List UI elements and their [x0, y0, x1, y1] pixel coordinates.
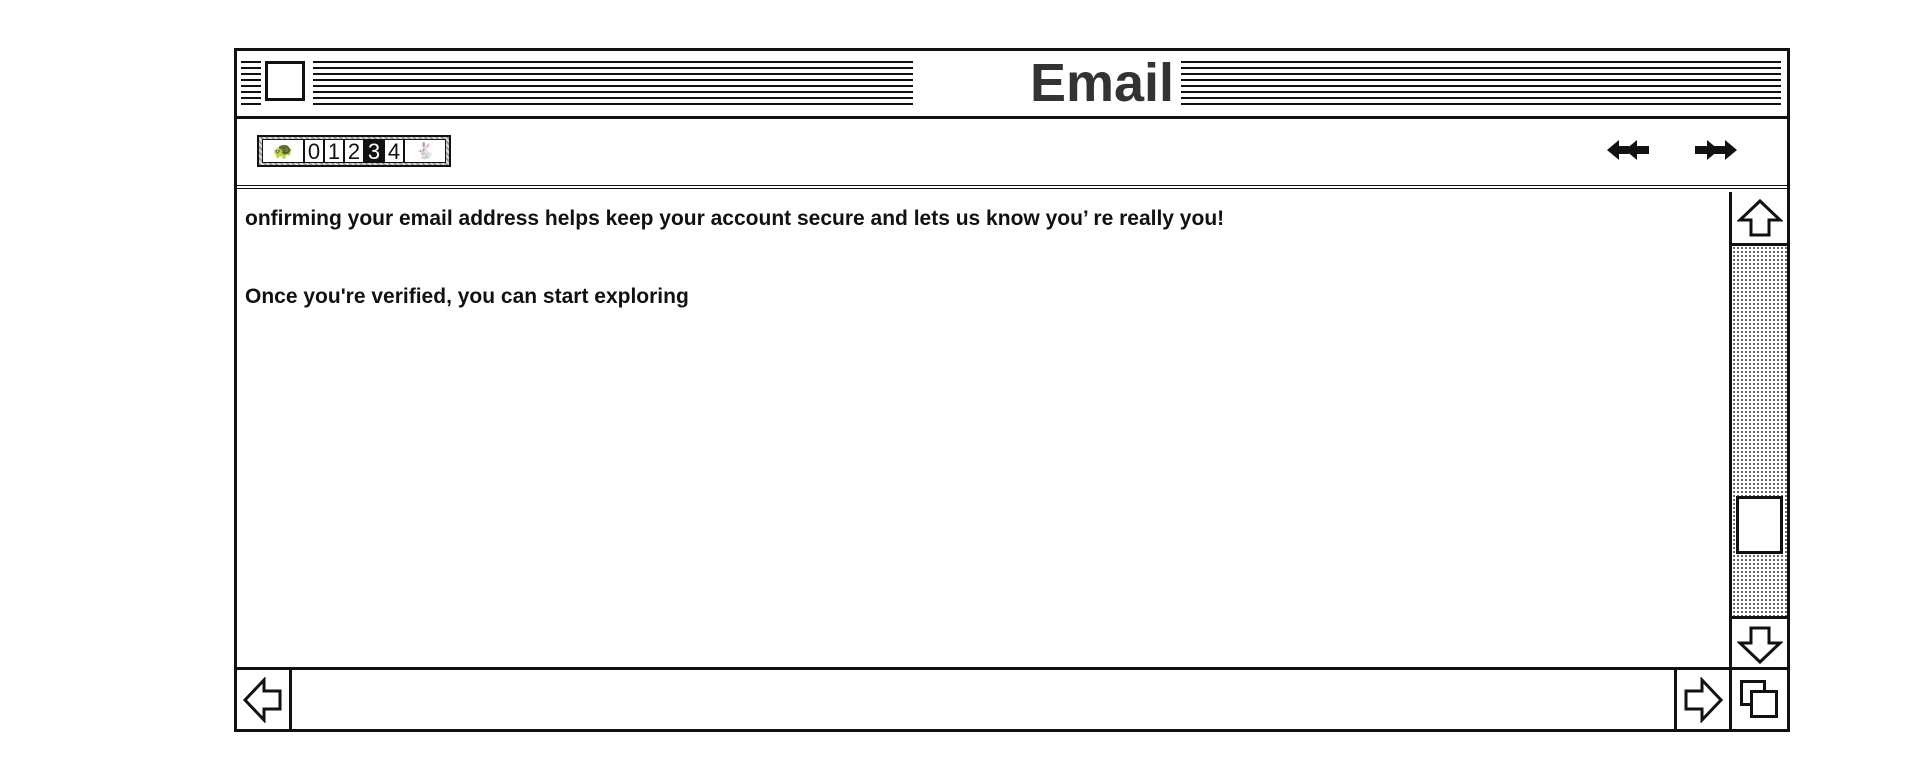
scroll-down-button[interactable]	[1732, 616, 1787, 670]
email-window	[234, 48, 1790, 732]
double-right-arrow-icon	[1693, 137, 1737, 163]
body-paragraph-2: Once you're verified, you can start exploring	[245, 285, 689, 308]
turtle-icon[interactable]: 🐢	[262, 139, 304, 163]
scroll-left-button[interactable]	[237, 670, 292, 729]
toolbar	[237, 119, 1787, 189]
title-bar[interactable]	[237, 51, 1787, 119]
email-body	[237, 192, 1729, 670]
title-stripes-right	[1181, 61, 1781, 105]
up-arrow-icon	[1737, 198, 1783, 238]
rabbit-icon[interactable]: 🐇	[404, 139, 446, 163]
body-paragraph-1: onfirming your email address helps keep your account secure and lets us know you’ re really you!	[245, 207, 1225, 230]
close-box[interactable]	[265, 61, 305, 101]
window-title: Email	[917, 53, 1287, 113]
speed-control[interactable]	[257, 135, 451, 167]
back-arrow-icon[interactable]	[1607, 137, 1651, 169]
resize-grow-box[interactable]	[1729, 670, 1787, 729]
double-left-arrow-icon	[1607, 137, 1651, 163]
right-arrow-icon	[1682, 677, 1724, 723]
horizontal-scrollbar[interactable]	[237, 667, 1787, 729]
vertical-scrollbar[interactable]	[1729, 192, 1787, 670]
speed-option-2[interactable]: 2	[344, 139, 364, 163]
speed-option-0[interactable]: 0	[304, 139, 324, 163]
grow-box-square-front	[1750, 690, 1778, 718]
scroll-track[interactable]	[1732, 246, 1787, 616]
speed-option-4[interactable]: 4	[384, 139, 404, 163]
title-stripes-left	[313, 61, 913, 105]
speed-option-3[interactable]: 3	[364, 139, 384, 163]
scroll-up-button[interactable]	[1732, 192, 1787, 246]
scroll-right-button[interactable]	[1674, 670, 1729, 729]
down-arrow-icon	[1737, 625, 1783, 665]
left-arrow-icon	[242, 677, 284, 723]
speed-option-1[interactable]: 1	[324, 139, 344, 163]
forward-arrow-icon[interactable]	[1693, 137, 1737, 169]
title-stripes-left-edge	[241, 61, 261, 105]
scroll-thumb[interactable]	[1736, 496, 1783, 554]
